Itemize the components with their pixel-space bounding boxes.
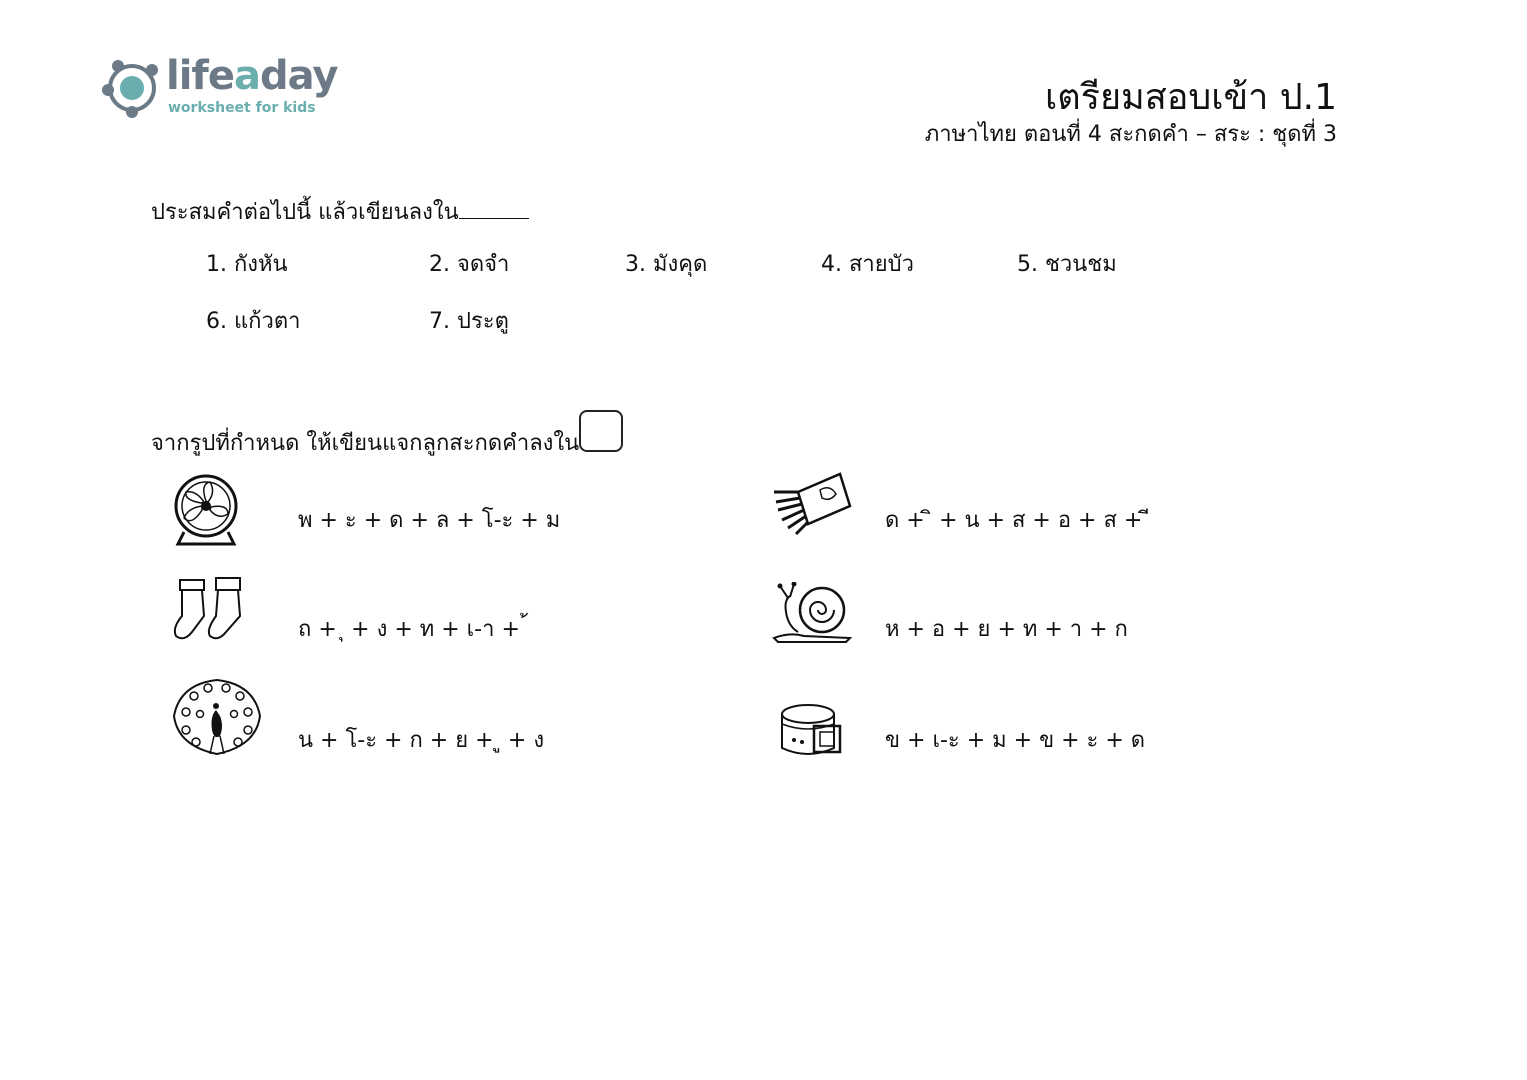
spelling-item-6: ข + เ-ะ + ม + ข + ะ + ด — [885, 728, 1146, 753]
spelling-item-1: พ + ะ + ด + ล + โ-ะ + ม — [298, 508, 561, 533]
section2-instruction: จากรูปที่กำหนด ให้เขียนแจกลูกสะกดคำลงใน — [151, 418, 623, 460]
logo-tagline: worksheet for kids — [168, 100, 316, 116]
page-title: เตรียมสอบเข้า ป.1 — [1044, 77, 1337, 118]
logo-wordmark: lifeaday — [166, 53, 338, 99]
socks-icon — [170, 576, 250, 642]
page-subtitle: ภาษาไทย ตอนที่ 4 สะกดคำ – สระ : ชุดที่ 3 — [924, 122, 1337, 147]
crayons-icon — [770, 470, 854, 540]
logo-mark-icon — [100, 54, 164, 118]
spelling-item-3: ถ + ุ + ง + ท + เ-า + ้ — [298, 617, 528, 642]
word-item-2: 2. จดจำ — [429, 252, 510, 277]
fan-icon — [170, 472, 242, 550]
answer-blank-line — [459, 200, 529, 219]
word-item-1: 1. กังหัน — [206, 252, 288, 277]
answer-box — [579, 410, 623, 452]
belt-icon — [778, 702, 844, 760]
word-item-3: 3. มังคุด — [625, 252, 708, 277]
section1-instruction: ประสมคำต่อไปนี้ แล้วเขียนลงใน — [151, 194, 529, 229]
word-item-5: 5. ชวนชม — [1017, 252, 1117, 277]
lifeaday-logo — [100, 52, 340, 124]
word-item-7: 7. ประตู — [429, 309, 509, 334]
word-item-4: 4. สายบัว — [821, 252, 914, 277]
word-item-6: 6. แก้วตา — [206, 309, 301, 334]
spelling-item-4: ห + อ + ย + ท + า + ก — [885, 617, 1128, 642]
spelling-item-5: น + โ-ะ + ก + ย + ู + ง — [298, 728, 545, 753]
peacock-icon — [170, 676, 264, 760]
spelling-item-2: ด + ิ + น + ส + อ + ส + ี — [885, 508, 1150, 533]
snail-icon — [770, 582, 854, 644]
